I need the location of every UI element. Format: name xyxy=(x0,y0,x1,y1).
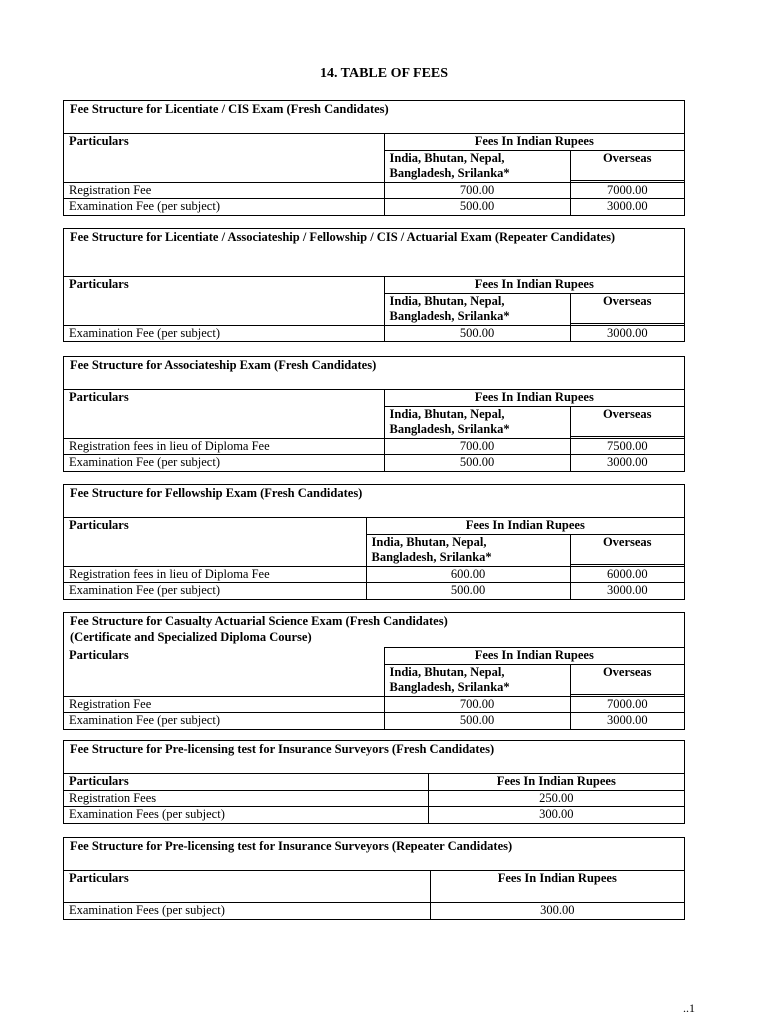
fees-header: Fees In Indian Rupees xyxy=(428,774,684,791)
section-heading: Fee Structure for Licentiate / Associateship / Fellowship / CIS / Actuarial Exam (Repeater Candidates) xyxy=(70,230,616,244)
india-region-header: India, Bhutan, Nepal, Bangladesh, Srilanka* xyxy=(366,534,570,566)
table-row: Registration Fee 700.00 7000.00 xyxy=(64,182,684,199)
table-row: Examination Fees (per subject) 300.00 xyxy=(64,807,684,823)
fee-table-repeater xyxy=(63,228,685,342)
particulars-header: Particulars xyxy=(64,277,384,326)
section-heading: Fee Structure for Licentiate / CIS Exam (Fresh Candidates) xyxy=(70,102,389,116)
section-heading: Fee Structure for Casualty Actuarial Science Exam (Fresh Candidates) (Certificate and Specialized Diploma Course) xyxy=(70,614,448,644)
table-row: Examination Fee (per subject) 500.00 3000.00 xyxy=(64,713,684,729)
table-row: Registration fees in lieu of Diploma Fee 600.00 6000.00 xyxy=(64,566,684,583)
particulars-header: Particulars xyxy=(64,648,384,697)
fee-table-surveyors-fresh xyxy=(63,740,685,824)
india-region-header: India, Bhutan, Nepal, Bangladesh, Srilanka* xyxy=(384,664,570,696)
india-region-header: India, Bhutan, Nepal, Bangladesh, Srilanka* xyxy=(384,150,570,182)
table-row: Registration Fees 250.00 xyxy=(64,790,684,807)
particulars-header: Particulars xyxy=(64,134,384,183)
fee-table-fellowship-fresh xyxy=(63,484,685,600)
overseas-header: Overseas xyxy=(570,406,684,436)
india-region-header: India, Bhutan, Nepal, Bangladesh, Srilanka* xyxy=(384,293,570,325)
overseas-header: Overseas xyxy=(570,534,684,564)
section-heading: Fee Structure for Pre-licensing test for Insurance Surveyors (Fresh Candidates) xyxy=(70,742,495,756)
fees-header: Fees In Indian Rupees xyxy=(384,277,684,294)
particulars-header: Particulars xyxy=(64,390,384,439)
section-heading: Fee Structure for Pre-licensing test for Insurance Surveyors (Repeater Candidates) xyxy=(70,839,513,853)
table-row: Registration Fee 700.00 7000.00 xyxy=(64,696,684,713)
table-row: Examination Fee (per subject) 500.00 3000.00 xyxy=(64,583,684,599)
fees-header: Fees In Indian Rupees xyxy=(384,648,684,665)
overseas-header: Overseas xyxy=(570,293,684,323)
overseas-header: Overseas xyxy=(570,664,684,694)
section-heading: Fee Structure for Fellowship Exam (Fresh Candidates) xyxy=(70,486,363,500)
page-number: ..1 xyxy=(683,1001,695,1015)
fee-table-casualty-actuarial-fresh xyxy=(63,612,685,730)
section-heading: Fee Structure for Associateship Exam (Fresh Candidates) xyxy=(70,358,377,372)
page-title: 14. TABLE OF FEES xyxy=(319,66,449,81)
table-row: Examination Fee (per subject) 500.00 3000.00 xyxy=(64,199,684,215)
table-row: Registration fees in lieu of Diploma Fee 700.00 7500.00 xyxy=(64,438,684,455)
fee-table-licentiate-cis-fresh xyxy=(63,100,685,216)
particulars-header: Particulars xyxy=(64,774,428,791)
overseas-header: Overseas xyxy=(570,150,684,180)
table-row: Examination Fees (per subject) 300.00 xyxy=(64,903,684,919)
fee-table-surveyors-repeater xyxy=(63,837,685,920)
table-row: Examination Fee (per subject) 500.00 3000.00 xyxy=(64,325,684,341)
india-region-header: India, Bhutan, Nepal, Bangladesh, Srilanka* xyxy=(384,406,570,438)
fees-header: Fees In Indian Rupees xyxy=(430,871,684,903)
particulars-header: Particulars xyxy=(64,518,366,567)
fee-table-associateship-fresh xyxy=(63,356,685,472)
table-row: Examination Fee (per subject) 500.00 3000.00 xyxy=(64,455,684,471)
particulars-header: Particulars xyxy=(64,871,430,903)
fees-header: Fees In Indian Rupees xyxy=(366,518,684,535)
fees-header: Fees In Indian Rupees xyxy=(384,390,684,407)
fees-header: Fees In Indian Rupees xyxy=(384,134,684,151)
